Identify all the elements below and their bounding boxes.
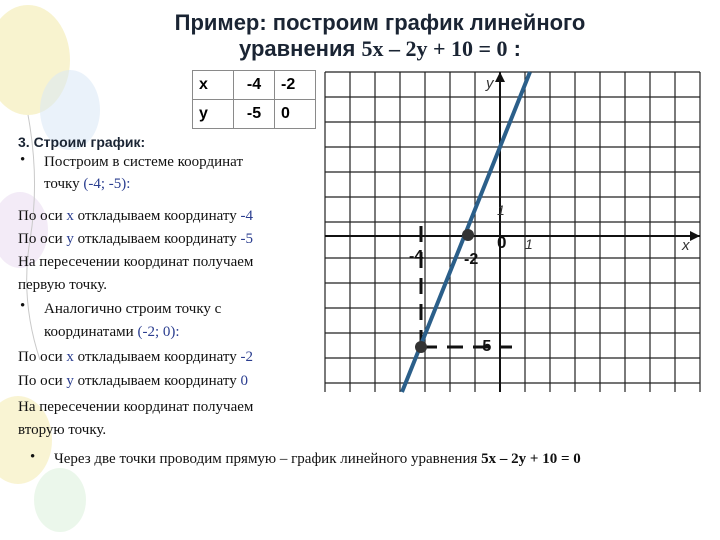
axis-name: y — [66, 231, 74, 247]
x-axis-arrow-icon — [690, 231, 700, 241]
y-axis-label: y — [486, 75, 494, 92]
text-span: откладываем координату — [73, 231, 241, 247]
coord-value: -2 — [240, 349, 253, 365]
coord-value: 0 — [240, 373, 248, 389]
row-label-x: x — [193, 71, 234, 100]
step-line-7: На пересечении координат получаем — [18, 399, 254, 415]
table-cell: 0 — [275, 100, 316, 129]
step-line-4: первую точку. — [18, 277, 108, 293]
point-minus4-minus5 — [415, 341, 427, 353]
text-span: откладываем координату — [73, 373, 241, 389]
title-prefix: уравнения — [239, 36, 362, 61]
label-x-minus4: -4 — [409, 248, 424, 265]
text-span: По оси — [18, 208, 67, 224]
text-span: По оси — [18, 373, 67, 389]
y-tick-1-label: 1 — [497, 202, 505, 218]
row-label-y: y — [193, 100, 234, 129]
bullet-icon: • — [20, 152, 26, 168]
point-coords: (-4; -5): — [83, 176, 131, 192]
text-span: откладываем координату — [73, 208, 241, 224]
coord-value: -4 — [240, 208, 253, 224]
text-span: координатами — [44, 324, 138, 340]
title-line-1: Пример: построим график линейного — [174, 10, 586, 35]
axis-name: x — [66, 349, 74, 365]
origin-label: 0 — [497, 233, 507, 252]
final-text: Через две точки проводим прямую – график линейного уравнения — [54, 451, 482, 467]
final-statement — [54, 451, 581, 468]
coord-value: -5 — [240, 231, 253, 247]
text-span: откладываем координату — [73, 349, 241, 365]
y-axis-arrow-icon — [495, 72, 505, 82]
title-equation: 5x – 2y + 10 = 0 — [361, 36, 508, 61]
axis-name: x — [66, 208, 74, 224]
axis-name: y — [66, 373, 74, 389]
table-cell: -4 — [234, 71, 275, 100]
bullet2-line-a: Аналогично строим точку с — [44, 301, 222, 317]
point-coords: (-2; 0): — [137, 324, 180, 340]
text-span: По оси — [18, 349, 67, 365]
bullet1-line-a: Построим в системе координат — [44, 154, 243, 170]
bullet-icon: • — [30, 449, 36, 465]
text-span: По оси — [18, 231, 67, 247]
table-cell: -2 — [275, 71, 316, 100]
title-suffix: : — [507, 36, 521, 61]
x-axis-label: x — [682, 237, 690, 254]
text-span: точку — [44, 176, 84, 192]
step-line-8: вторую точку. — [18, 422, 107, 438]
bullet-icon: • — [20, 298, 26, 314]
step-line-3: На пересечении координат получаем — [18, 254, 254, 270]
point-minus2-0 — [462, 229, 474, 241]
label-y-minus5: -5 — [477, 338, 492, 355]
label-x-minus2: -2 — [464, 251, 479, 268]
table-cell: -5 — [234, 100, 275, 129]
x-tick-1-label: 1 — [525, 236, 533, 252]
step-heading: 3. Строим график: — [18, 134, 146, 150]
final-equation: 5x – 2y + 10 = 0 — [481, 451, 581, 467]
